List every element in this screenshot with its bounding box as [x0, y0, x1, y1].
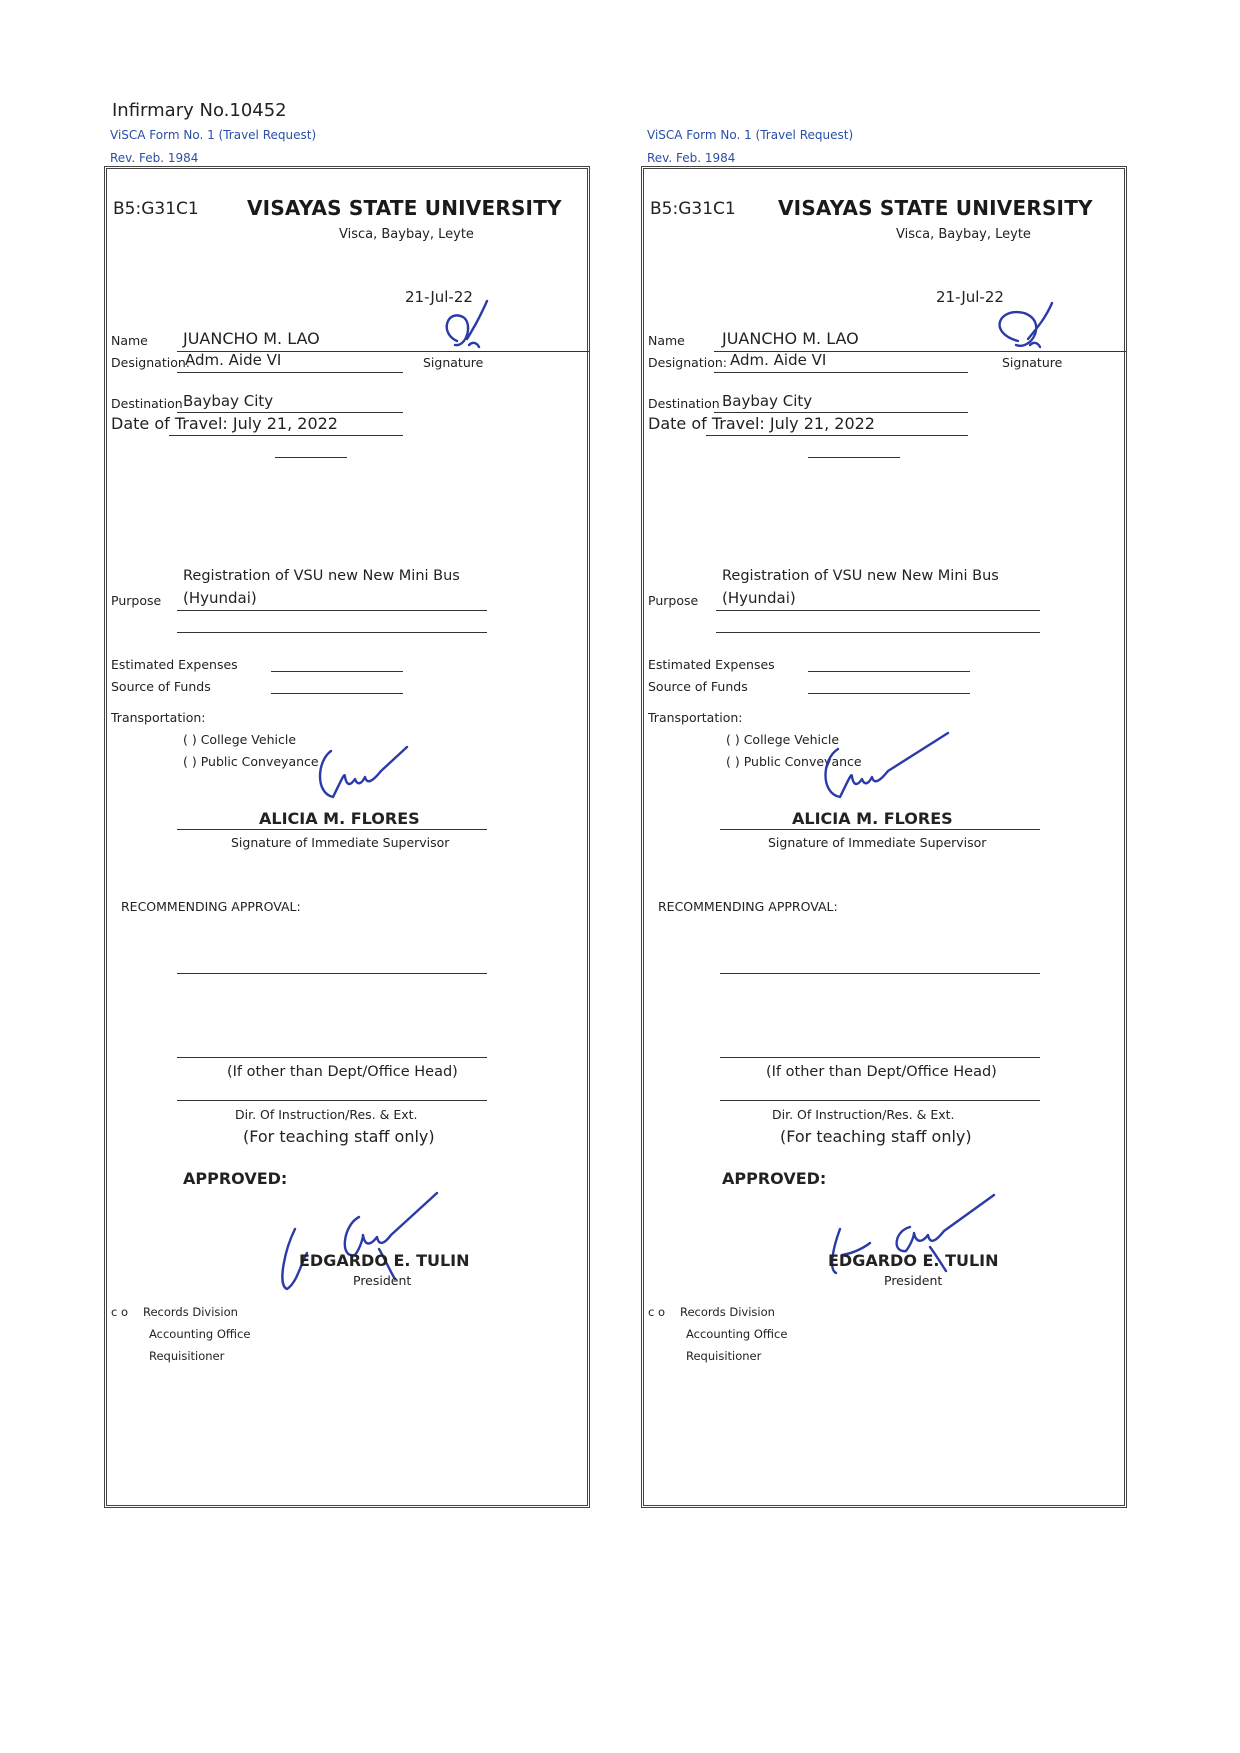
university-address: Visca, Baybay, Leyte	[339, 227, 474, 242]
recommending-line	[177, 973, 487, 974]
director-line	[720, 1100, 1040, 1101]
travel-request-form-left	[104, 0, 594, 1520]
approved-label: APPROVED:	[722, 1169, 827, 1188]
purpose-line-2: (Hyundai)	[722, 589, 796, 607]
date-of-travel-line	[169, 435, 403, 436]
cc-records-division: Records Division	[680, 1305, 775, 1319]
name-value: JUANCHO M. LAO	[722, 329, 859, 348]
date-of-travel-line	[706, 435, 968, 436]
destination-label: Destination	[111, 396, 183, 411]
request-date: 21-Jul-22	[405, 288, 473, 306]
date-of-travel: Date of Travel: July 21, 2022	[111, 414, 338, 433]
blank-line	[808, 457, 900, 458]
purpose-line-b	[716, 632, 1040, 633]
travel-request-form-right	[641, 0, 1131, 1520]
designation-value: Adm. Aide VI	[185, 351, 282, 369]
option-college-vehicle: ( ) College Vehicle	[726, 732, 840, 747]
if-other-caption: (If other than Dept/Office Head)	[227, 1064, 458, 1080]
president-caption: President	[884, 1273, 943, 1288]
director-line	[177, 1100, 487, 1101]
form-revision: Rev. Feb. 1984	[647, 151, 736, 165]
purpose-line-b	[177, 632, 487, 633]
teaching-staff-caption: (For teaching staff only)	[243, 1127, 435, 1146]
name-label: Name	[648, 333, 685, 348]
supervisor-line	[177, 829, 487, 830]
requester-signature-icon	[427, 299, 517, 389]
cc-label: c o	[111, 1305, 129, 1319]
purpose-label: Purpose	[111, 593, 162, 608]
option-college-vehicle: ( ) College Vehicle	[183, 732, 297, 747]
request-date: 21-Jul-22	[936, 288, 1004, 306]
form-number: ViSCA Form No. 1 (Travel Request)	[647, 128, 854, 142]
recommending-approval-label: RECOMMENDING APPROVAL:	[658, 899, 838, 914]
cc-requisitioner: Requisitioner	[686, 1349, 762, 1363]
purpose-line-2: (Hyundai)	[183, 589, 257, 607]
university-name: VISAYAS STATE UNIVERSITY	[778, 196, 1093, 220]
destination-value: Baybay City	[722, 392, 813, 410]
signature-label: Signature	[1002, 355, 1063, 370]
source-of-funds-label: Source of Funds	[648, 679, 748, 694]
designation-label: Designation:	[648, 355, 727, 370]
teaching-staff-caption: (For teaching staff only)	[780, 1127, 972, 1146]
requester-signature-icon	[988, 299, 1088, 389]
supervisor-signature-icon	[808, 729, 968, 809]
supervisor-signature-icon	[307, 741, 417, 811]
supervisor-name: ALICIA M. FLORES	[259, 809, 420, 828]
university-address: Visca, Baybay, Leyte	[896, 227, 1031, 242]
recommending-line	[720, 973, 1040, 974]
cc-label: c o	[648, 1305, 666, 1319]
cc-records-division: Records Division	[143, 1305, 238, 1319]
estimated-expenses-label: Estimated Expenses	[648, 657, 775, 672]
form-code: B5:G31C1	[113, 199, 199, 219]
supervisor-name: ALICIA M. FLORES	[792, 809, 953, 828]
president-name: EDGARDO E. TULIN	[828, 1251, 999, 1270]
date-of-travel: Date of Travel: July 21, 2022	[648, 414, 875, 433]
supervisor-caption: Signature of Immediate Supervisor	[768, 835, 987, 850]
if-other-caption: (If other than Dept/Office Head)	[766, 1064, 997, 1080]
supervisor-caption: Signature of Immediate Supervisor	[231, 835, 450, 850]
approved-label: APPROVED:	[183, 1169, 288, 1188]
source-of-funds-label: Source of Funds	[111, 679, 211, 694]
transportation-label: Transportation:	[648, 710, 743, 725]
form-number: ViSCA Form No. 1 (Travel Request)	[110, 128, 317, 142]
option-public-conveyance: ( ) Public Conveyance	[726, 754, 862, 769]
destination-value: Baybay City	[183, 392, 274, 410]
designation-value: Adm. Aide VI	[730, 351, 827, 369]
president-caption: President	[353, 1273, 412, 1288]
designation-line	[714, 372, 968, 373]
form-revision: Rev. Feb. 1984	[110, 151, 199, 165]
option-public-conveyance: ( ) Public Conveyance	[183, 754, 319, 769]
cc-accounting-office: Accounting Office	[686, 1327, 788, 1341]
source-of-funds-line	[808, 693, 970, 694]
infirmary-number: Infirmary No.10452	[112, 100, 287, 121]
form-frame	[641, 166, 1127, 1508]
form-code: B5:G31C1	[650, 199, 736, 219]
name-label: Name	[111, 333, 148, 348]
destination-line	[714, 412, 968, 413]
director-caption: Dir. Of Instruction/Res. & Ext.	[772, 1107, 955, 1122]
director-caption: Dir. Of Instruction/Res. & Ext.	[235, 1107, 418, 1122]
name-value: JUANCHO M. LAO	[183, 329, 320, 348]
signature-label: Signature	[423, 355, 484, 370]
purpose-line-a	[716, 610, 1040, 611]
supervisor-line	[720, 829, 1040, 830]
university-name: VISAYAS STATE UNIVERSITY	[247, 196, 562, 220]
estimated-expenses-line	[808, 671, 970, 672]
purpose-line-a	[177, 610, 487, 611]
dept-head-line	[720, 1057, 1040, 1058]
blank-line	[275, 457, 347, 458]
dept-head-line	[177, 1057, 487, 1058]
destination-label: Destination	[648, 396, 720, 411]
president-name: EDGARDO E. TULIN	[299, 1251, 470, 1270]
purpose-label: Purpose	[648, 593, 699, 608]
estimated-expenses-label: Estimated Expenses	[111, 657, 238, 672]
designation-label: Designation:	[111, 355, 190, 370]
purpose-line-1: Registration of VSU new New Mini Bus	[183, 568, 460, 584]
designation-line	[177, 372, 403, 373]
transportation-label: Transportation:	[111, 710, 206, 725]
destination-line	[177, 412, 403, 413]
purpose-line-1: Registration of VSU new New Mini Bus	[722, 568, 999, 584]
estimated-expenses-line	[271, 671, 403, 672]
source-of-funds-line	[271, 693, 403, 694]
recommending-approval-label: RECOMMENDING APPROVAL:	[121, 899, 301, 914]
form-frame	[104, 166, 590, 1508]
cc-requisitioner: Requisitioner	[149, 1349, 225, 1363]
cc-accounting-office: Accounting Office	[149, 1327, 251, 1341]
